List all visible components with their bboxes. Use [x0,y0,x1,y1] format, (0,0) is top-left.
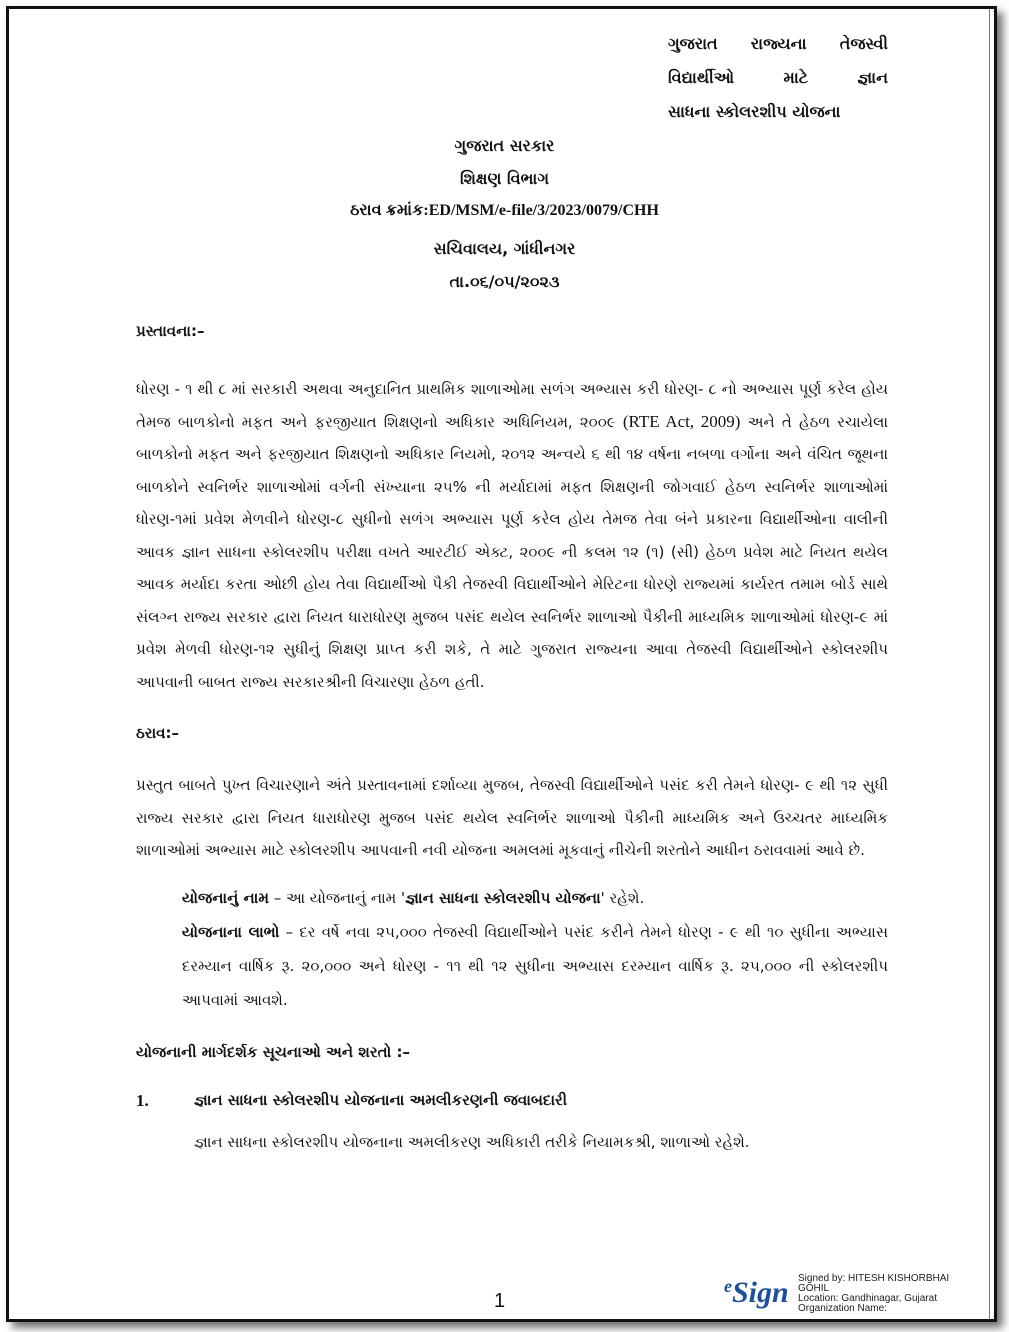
resolution-heading: ઠરાવ:– [136,724,180,742]
signature-location: Location: Gandhinagar, Gujarat [798,1293,937,1304]
signature-info [798,1274,978,1314]
guideline-item-heading [136,1091,888,1111]
scheme-name-value: જ્ઞાન સાધના સ્કોલરશીપ યોજના [405,888,601,907]
guidelines-heading: યોજનાની માર્ગદર્શક સૂચનાઓ અને શરતો :– [136,1042,411,1061]
government-name: ગુજરાત સરકાર [454,136,555,155]
scheme-title-line: સાધના સ્કોલરશીપ યોજના [668,102,841,121]
document-body [136,322,888,1151]
resolution-date: તા.૦૬/૦૫/૨૦૨૩ [449,272,560,291]
signature-organization: Organization Name: [798,1303,887,1314]
resolution-text: પ્રસ્તુત બાબતે પુખ્ત વિચારણાને અંતે પ્રસ્તાવનામાં દર્શાવ્યા મુજબ, તેજસ્વી વિદ્યાર્થીઓને પસંદ કરી તેમને ધોરણ- ૯ થી ૧૨ સુધી રાજ્ય સરકાર દ્વારા નિયત ધારાધોરણ મુજબ પસંદ થયેલ સ્વનિર્ભર શાળાઓ પૈકીની માધ્યમિક અને ઉચ્ચતર માધ્યમિક શાળાઓમાં અભ્યાસ માટે સ્કોલરશીપ આપવાની નવી યોજના અમલમાં મૂકવાનું નીચેની શરતોને આધીન ઠરાવવામાં આવે છે. [136,776,888,859]
scheme-benefits-label: યોજનાના લાભો [182,922,280,941]
guideline-item-number: 1. [136,1090,149,1110]
guideline-item-text: જ્ઞાન સાધના સ્કોલરશીપ યોજનાના અમલીકરણ અધિકારી તરીકે નિયામકશ્રી, શાળાઓ રહેશે. [194,1132,750,1151]
resolution-number: ઠરાવ ક્રમાંક:ED/MSM/e-file/3/2023/0079/CHH [350,202,659,219]
page-number: 1 [494,1290,506,1312]
scheme-name-label: યોજનાનું નામ [182,888,269,907]
esign-logo: $^e$Sign [724,1276,789,1309]
scheme-title [668,27,888,129]
scheme-name-clause: યોજનાનું નામ – આ યોજનાનું નામ 'જ્ઞાન સાધના સ્કોલરશીપ યોજના' રહેશે. [182,888,645,907]
preamble-text: ધોરણ - ૧ થી ૮ માં સરકારી અથવા અનુદાનિત પ્રાથમિક શાળાઓમા સળંગ અભ્યાસ કરી ધોરણ- ૮ નો અભ્યાસ પૂર્ણ કરેલ હોય તેમજ બાળકોનો મફત અને ફરજીયાત શિક્ષણનો અધિકાર અધિનિયમ, ૨૦૦૯ (RTE Act, 2009) અને તે હેઠળ રચાયેલા બાળકોનો મફત અને ફરજીયાત શિક્ષણનો અધિકાર નિયમો, ૨૦૧૨ અન્વયે ૬ થી ૧૪ વર્ષના નબળા વર્ગોના અને વંચિત જૂથના બાળકોને સ્વનિર્ભર શાળાઓમાં વર્ગની સંખ્યાના ૨૫% ની મર્યાદામાં મફત શિક્ષણની જોગવાઈ હેઠળ સ્વનિર્ભર શાળાઓમાં ધોરણ-૧માં પ્રવેશ મેળવીને ધોરણ-૮ સુધીનો સળંગ અભ્યાસ પૂર્ણ કરેલ હોય તેમજ તેવા બંને પ્રકારના વિદ્યાર્થીઓના વાલીની આવક જ્ઞાન સાધના સ્કોલરશીપ પરીક્ષા વખતે આરટીઈ એક્ટ, ૨૦૦૯ ની કલમ ૧૨ (૧) (સી) હેઠળ પ્રવેશ માટે નિયત થયેલ આવક મર્યાદા કરતા ઓછી હોય તેવા વિદ્યાર્થીઓ પૈકી તેજસ્વી વિદ્યાર્થીઓને મેરિટના ધોરણે રાજ્યમાં કાર્યરત તમામ બોર્ડ સાથે સંલગ્ન રાજ્ય સરકાર દ્વારા નિયત ધારાધોરણ મુજબ પસંદ થયેલ સ્વનિર્ભર શાળાઓ પૈકીની માધ્યમિક શાળાઓમાં ધોરણ-૯ માં પ્રવેશ મેળવી ધોરણ-૧૨ સુધીનું શિક્ષણ પ્રાપ્ત કરી શકે, તે માટે ગુજરાત રાજ્યના આવા તેજસ્વી વિદ્યાર્થીઓને સ્કોલરશીપ આપવાની બાબત રાજ્ય સરકારશ્રીની વિચારણા હેઠળ હતી. [136,380,889,691]
office-location: સચિવાલય, ગાંધીનગર [433,239,576,258]
signed-by: Signed by: HITESH KISHORBHAI GOHIL [798,1273,950,1294]
guideline-item-title: જ્ઞાન સાધના સ્કોલરશીપ યોજનાના અમલીકરણની જવાબદારી [194,1090,568,1109]
scheme-title-line: ગુજરાત રાજ્યના તેજસ્વી [668,34,888,53]
preamble-heading: પ્રસ્તાવના:– [136,322,205,340]
scheme-title-line: વિદ્યાર્થીઓ માટે જ્ઞાન [668,68,888,87]
department-name: શિક્ષણ વિભાગ [459,169,550,188]
document-header [0,136,1009,305]
scheme-benefits-clause: યોજનાના લાભો – દર વર્ષે નવા ૨૫,૦૦૦ તેજસ્વી વિદ્યાર્થીઓને પસંદ કરીને તેમને ધોરણ - ૯ થી ૧૦ સુધીના અભ્યાસ દરમ્યાન વાર્ષિક રૂ. ૨૦,૦૦૦ અને ધોરણ - ૧૧ થી ૧૨ સુધીના અભ્યાસ દરમ્યાન વાર્ષિક રૂ. ૨૫,૦૦૦ ની સ્કોલરશીપ આપવામાં આવશે. [182,922,889,1009]
